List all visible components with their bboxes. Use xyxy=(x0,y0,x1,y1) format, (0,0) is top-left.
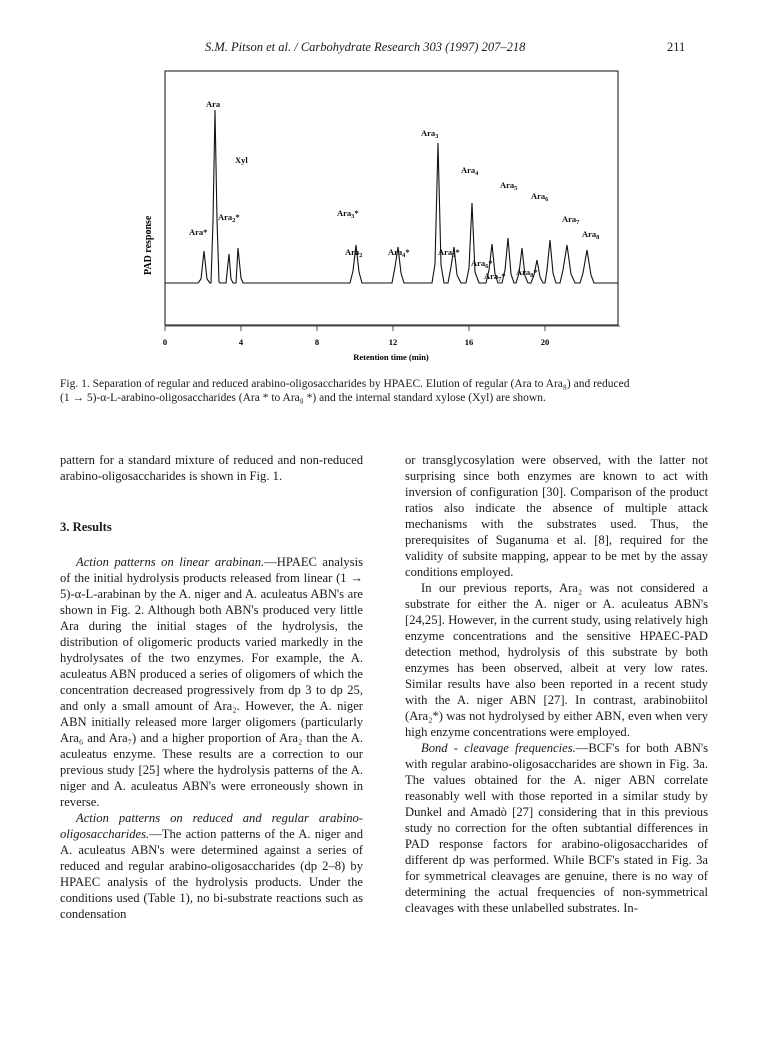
page-number: 211 xyxy=(667,40,686,54)
figure-caption xyxy=(60,377,708,405)
x-axis xyxy=(163,326,620,362)
peak-label-ara2-reduced: Ara$_2$* xyxy=(218,212,240,224)
peak-label-ara5: Ara$_5$ xyxy=(500,180,518,192)
paragraph-continued: or transglycosylation were observed, with the latter not surprising since both enzymes are known to act with inversion of configuration [30]. Comparison of the product ratios also indicate the absence of multiple attack mechanisms with the substrates used. Thus, the prerequisites of Suganuma et al. [8], required for the validity of subsite mapping, appear to be met by the assay conditions employed. xyxy=(405,453,708,579)
peak-label-ara8: Ara$_8$ xyxy=(582,229,600,241)
peak-label-ara2: Ara$_2$ xyxy=(345,247,363,259)
paragraph-body: —BCF's for both ABN's with regular arabino-oligosaccharides are shown in Fig. 3a. The values obtained for the A. niger ABN correlate reasonably well with those reported in a similar study by Dunkel and Amadò [27] considering that in this previous study no correction for the often subtantial differences in PAD response factors for arabino-oligosaccharides of different dp was performed. While BCF's stated in Fig. 3a for symmetrical cleavages are genuine, there is no way of determining the actual frequencies of non-symmetrical cleavages with these unlabelled substrates. In- xyxy=(405,741,709,915)
paragraph-linear-arabinan xyxy=(60,554,363,810)
peak-label-ara3: Ara$_3$ xyxy=(421,128,439,140)
x-tick-label: 16 xyxy=(464,337,474,347)
plot-frame xyxy=(165,71,618,325)
peak-label-ara6-reduced: Ara$_6$* xyxy=(471,258,493,270)
peak-label-ara7: Ara$_7$ xyxy=(562,214,580,226)
paragraph-body: —HPAEC analysis of the initial hydrolysis products released from linear (1 → 5)-α-L-arabinan by the A. niger and A. aculeatus ABN's are shown in Fig. 2. Although both ABN's produced very little Ara during the initial stages of the hydrolysis, the distribution of oligomeric products varied markedly in the hydrolysates of the two enzymes. For example, the A. aculeatus ABN produced a series of oligomers of which the concentration decreased progressively from dp 3 to dp 25, and only a small amount of Ara₂. However, the A. niger ABN initially released more larger oligomers (particularly Ara₆ and Ara₇) and a higher proportion of Ara₂ than the A. aculeatus enzyme. These results are a correction to our previous study [25] where the hydrolysis patterns of the A. niger and A. aculeatus ABN's were erroneously shown in reverse. xyxy=(60,555,363,809)
peak-label-ara4-reduced: Ara$_4$* xyxy=(388,247,410,259)
peak-label-ara8-reduced: Ara$_8$* xyxy=(516,267,538,279)
peak-labels xyxy=(189,99,600,283)
caption-line-1: Fig. 1. Separation of regular and reduced arabino-oligosaccharides by HPAEC. Elution of regular (Ara to Ara₈) and reduced xyxy=(60,378,630,390)
section-heading: 3. Results xyxy=(60,520,112,534)
paragraph-body: —The action patterns of the A. niger and A. aculeatus ABN's were determined against a series of reduced and regular arabino-oligosaccharides (dp 2–8) by HPAEC analysis of the hydrolysis products. Under the conditions used (Table 1), no bi-substrate reactions such as condensation xyxy=(60,827,363,921)
chromatogram-figure xyxy=(0,70,768,370)
x-tick-label: 12 xyxy=(388,337,398,347)
page-header xyxy=(0,40,768,60)
right-column xyxy=(405,452,708,916)
caption-line-2: (1 → 5)-α-L-arabino-oligosaccharides (Ara * to Ara₈ *) and the internal standard xylose (Xyl) are shown. xyxy=(60,392,546,404)
peak-label-ara5-reduced: Ara$_5$* xyxy=(438,247,460,259)
peak-label-ara4: Ara$_4$ xyxy=(461,165,479,177)
paragraph-reduced-regular xyxy=(60,810,363,922)
chromatogram-trace xyxy=(165,110,618,283)
paragraph-previous-reports: In our previous reports, Ara₂ was not considered a substrate for either the A. niger or A. aculeatus ABN's [24,25]. However, in the current study, using relatively high enzyme concentrations and the sensitive HPAEC-PAD detection method, hydrolysis of this substrate by both enzymes has been observed, albeit at very low rates. Similar results have also been reported in a recent study with the A. niger ABN [27]. In contrast, arabinobiitol (Ara₂*) was not hydrolysed by either ABN, even when very high enzyme concentrations were employed. xyxy=(405,581,708,739)
paragraph-heading: Action patterns on reduced and regular arabino-oligosaccharides. xyxy=(60,811,363,841)
peak-label-ara6: Ara$_6$ xyxy=(531,191,549,203)
x-axis-label: Retention time (min) xyxy=(353,352,429,362)
peak-label-ara7-reduced: Ara$_7$* xyxy=(484,271,506,283)
x-tick-label: 4 xyxy=(238,337,244,347)
peak-label-ara: Ara xyxy=(206,99,221,109)
x-tick-label: 20 xyxy=(540,337,550,347)
y-axis-label: PAD response xyxy=(143,215,154,275)
intro-paragraph: pattern for a standard mixture of reduced and non-reduced arabino-oligosaccharides is shown in Fig. 1. xyxy=(60,453,363,483)
peak-label-ara3-reduced: Ara$_3$* xyxy=(337,208,359,220)
x-tick-label: 8 xyxy=(314,337,320,347)
left-column xyxy=(60,452,363,922)
paragraph-heading: Action patterns on linear arabinan. xyxy=(76,555,265,569)
peak-label-xyl: Xyl xyxy=(235,155,248,165)
x-tick-label: 0 xyxy=(162,337,168,347)
running-title: S.M. Pitson et al. / Carbohydrate Research 303 (1997) 207–218 xyxy=(205,40,526,54)
paragraph-heading: Bond - cleavage frequencies. xyxy=(421,741,576,755)
peak-label-ara-reduced: Ara* xyxy=(189,227,208,237)
paragraph-bond-cleavage xyxy=(405,740,708,916)
